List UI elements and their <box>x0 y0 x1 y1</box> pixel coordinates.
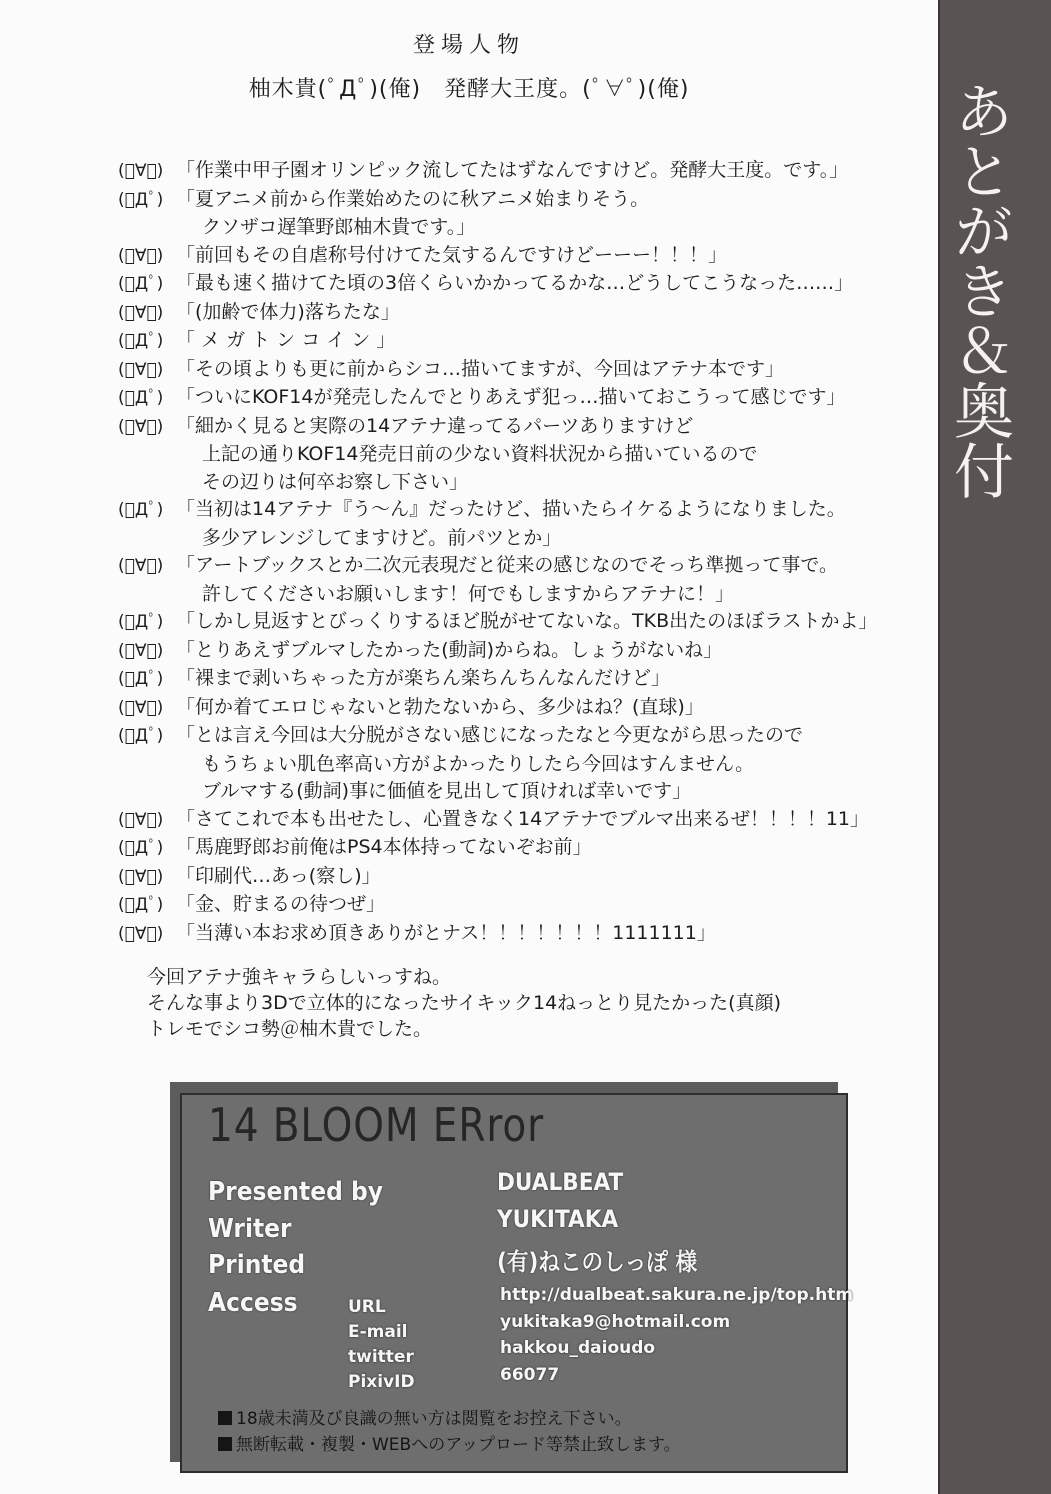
speaker-face: (ﾟ∀ﾟ) <box>118 923 164 944</box>
url-value[interactable]: http://dualbeat.sakura.ne.jp/top.htm <box>500 1285 854 1305</box>
dialog-line <box>118 469 938 497</box>
dialog-line <box>118 891 938 920</box>
dialog-line <box>118 157 938 186</box>
dialog-line <box>118 186 938 215</box>
dialog-line <box>118 778 938 806</box>
speech-text: クソザコ遅筆野郎柚木貴です。」 <box>202 216 476 238</box>
dialog-line <box>118 665 938 694</box>
closing-line: 今回アテナ強キャラらしいっすね。 <box>147 966 452 988</box>
age-notice <box>218 1404 632 1429</box>
printed-label: Printed <box>208 1250 306 1280</box>
speech-text: 「とは言え今回は大分脱がさない感じになったなと今更ながら思ったので <box>176 724 804 746</box>
speech-text: 「細かく見ると実際の14アテナ違ってるパーツありますけど <box>176 414 694 437</box>
writer-value: YUKITAKA <box>497 1205 619 1233</box>
speech-text: 「印刷代…あっ(察し)」 <box>176 864 381 887</box>
speaker-face: (ﾟ∀ﾟ) <box>118 809 164 830</box>
dialog-line <box>118 356 938 385</box>
speaker-face: (ﾟ∀ﾟ) <box>118 302 164 323</box>
dialog-line <box>118 751 938 779</box>
speech-text: 「金、貯まるの待つぜ」 <box>176 893 386 915</box>
speaker-face: (ﾟДﾟ) <box>118 274 164 294</box>
speaker-face: (ﾟ∀ﾟ) <box>118 416 164 437</box>
speech-text: 「とりあえずブルマしたかった(動詞)からね。しょうがないね」 <box>176 638 723 661</box>
speaker-face: (ﾟДﾟ) <box>118 388 164 408</box>
speaker-face: (ﾟДﾟ) <box>118 331 164 351</box>
pixiv-value[interactable]: 66077 <box>500 1365 560 1385</box>
speech-text: 「馬鹿野郎お前俺はPS4本体持ってないぞお前」 <box>176 836 592 858</box>
bullet-square-icon <box>218 1437 232 1451</box>
dialog-line <box>118 327 938 356</box>
dialog-line <box>118 441 938 469</box>
closing-remarks <box>147 964 781 1042</box>
dialog-line <box>118 413 938 442</box>
dialog-line <box>118 581 938 609</box>
dialog-line <box>118 525 938 553</box>
dialog-line <box>118 806 938 835</box>
speech-text: 「その頃よりも更に前からシコ…描いてますが、今回はアテナ本です」 <box>176 357 785 380</box>
writer-label: Writer <box>208 1214 292 1244</box>
presented-label: Presented by <box>208 1177 383 1207</box>
speech-text: 「最も速く描けてた頃の3倍くらいかかってるかな…どうしてこうなった……」 <box>176 272 854 294</box>
speech-text: 「何か着てエロじゃないと勃たないから、多少はね？(直球)」 <box>176 695 704 718</box>
dialog-line <box>118 834 938 863</box>
speech-text: その辺りは何卒お察し下さい」 <box>202 470 469 493</box>
dialog-line <box>118 299 938 328</box>
email-value[interactable]: yukitaka9@hotmail.com <box>500 1312 731 1332</box>
speech-text: 「当薄い本お求め頂きありがとナス！！！！！！！1111111」 <box>176 921 716 944</box>
cast-names: 柚木貴(ﾟДﾟ)(俺) 発酵大王度。(ﾟ∀ﾟ)(俺) <box>248 77 690 102</box>
notice-text: 18歳未満及び良識の無い方は閲覧をお控え下さい。 <box>236 1409 632 1429</box>
speaker-face: (ﾟДﾟ) <box>118 838 164 858</box>
dialog-line <box>118 608 938 637</box>
dialog-line <box>118 863 938 892</box>
speaker-face: (ﾟДﾟ) <box>118 726 164 746</box>
copyright-notice <box>218 1430 681 1455</box>
sidebar-title: あとがき＆奥付 <box>944 80 1014 500</box>
speech-text: 「さてこれで本も出せたし、心置きなく14アテナでブルマ出来るぜ！！！！11」 <box>176 807 870 830</box>
dialog-line <box>118 552 938 581</box>
speaker-face: (ﾟ∀ﾟ) <box>118 697 164 718</box>
speech-text: 「夏アニメ前から作業始めたのに秋アニメ始まりそう。 <box>176 187 650 210</box>
bullet-square-icon <box>218 1411 232 1425</box>
speech-text: ブルマする(動詞)事に価値を見出して頂ければ幸いです」 <box>202 780 692 802</box>
speaker-face: (ﾟ∀ﾟ) <box>118 866 164 887</box>
speech-text: 許してくださいお願いします！何でもしますからアテナに！」 <box>202 582 735 605</box>
speaker-face: (ﾟДﾟ) <box>118 669 164 689</box>
speaker-face: (ﾟ∀ﾟ) <box>118 359 164 380</box>
speech-text: 「 メ ガ ト ン コ イ ン 」 <box>176 329 396 351</box>
dialog-line <box>118 496 938 525</box>
dialog-line <box>118 214 938 242</box>
speech-text: もうちょい肌色率高い方がよかったりしたら今回はすんません。 <box>202 752 755 775</box>
speech-text: 「アートブックスとか二次元表現だと従来の感じなのでそっち準拠って事で。 <box>176 554 838 576</box>
dialog-line <box>118 694 938 723</box>
speech-text: 上記の通りKOF14発売日前の少ない資料状況から描いているので <box>202 443 758 465</box>
speech-text: 「(加齢で体力)落ちたな」 <box>176 300 400 323</box>
speech-text: 「裸まで剥いちゃった方が楽ちん楽ちんちんなんだけど」 <box>176 667 671 689</box>
speaker-face: (ﾟДﾟ) <box>118 895 164 915</box>
cast-heading: 登場人物 <box>412 33 525 58</box>
dialog-line <box>118 384 938 413</box>
speaker-face: (ﾟ∀ﾟ) <box>118 245 164 266</box>
speaker-face: (ﾟ∀ﾟ) <box>118 640 164 661</box>
email-label: E-mail <box>348 1322 408 1342</box>
dialog-line <box>118 637 938 666</box>
speech-text: 「作業中甲子園オリンピック流してたはずなんですけど。発酵大王度。です。」 <box>176 159 849 181</box>
speech-text: 多少アレンジしてますけど。前パツとか」 <box>202 526 562 549</box>
speech-text: 「しかし見返すとびっくりするほど脱がせてないな。TKB出たのほぼラストかよ」 <box>176 610 878 632</box>
speaker-face: (ﾟДﾟ) <box>118 500 164 520</box>
presented-value: DUALBEAT <box>497 1168 624 1196</box>
access-label: Access <box>208 1288 298 1318</box>
speech-text: 「ついにKOF14が発売したんでとりあえず犯っ…描いておこうって感じです」 <box>176 386 846 408</box>
dialog-line <box>118 722 938 751</box>
pixiv-label: PixivID <box>348 1372 415 1392</box>
speaker-face: (ﾟ∀ﾟ) <box>118 161 164 181</box>
dialog-line <box>118 270 938 299</box>
speech-text: 「当初は14アテナ『う～ん』だったけど、描いたらイケるようになりました。 <box>176 498 846 520</box>
url-label: URL <box>348 1297 386 1317</box>
closing-line: トレモでシコ勢＠柚木貴でした。 <box>147 1018 433 1040</box>
twitter-label: twitter <box>348 1347 414 1367</box>
speech-text: 「前回もその自虐称号付けてた気するんですけどーーー！！！」 <box>176 243 728 266</box>
speaker-face: (ﾟ∀ﾟ) <box>118 556 164 576</box>
book-title: 14 BLOOM ERror <box>208 1098 545 1152</box>
dialog-line <box>118 242 938 271</box>
dialog-section <box>118 157 938 948</box>
twitter-value[interactable]: hakkou_daioudo <box>500 1338 656 1358</box>
speaker-face: (ﾟДﾟ) <box>118 189 164 210</box>
printed-value: (有)ねこのしっぽ 様 <box>497 1248 698 1276</box>
closing-line: そんな事より3Dで立体的になったサイキック14ねっとり見たかった(真顔) <box>147 992 782 1014</box>
speaker-face: (ﾟДﾟ) <box>118 612 164 632</box>
dialog-line <box>118 920 938 949</box>
notice-text: 無断転載・複製・WEBへのアップロード等禁止致します。 <box>236 1435 681 1455</box>
